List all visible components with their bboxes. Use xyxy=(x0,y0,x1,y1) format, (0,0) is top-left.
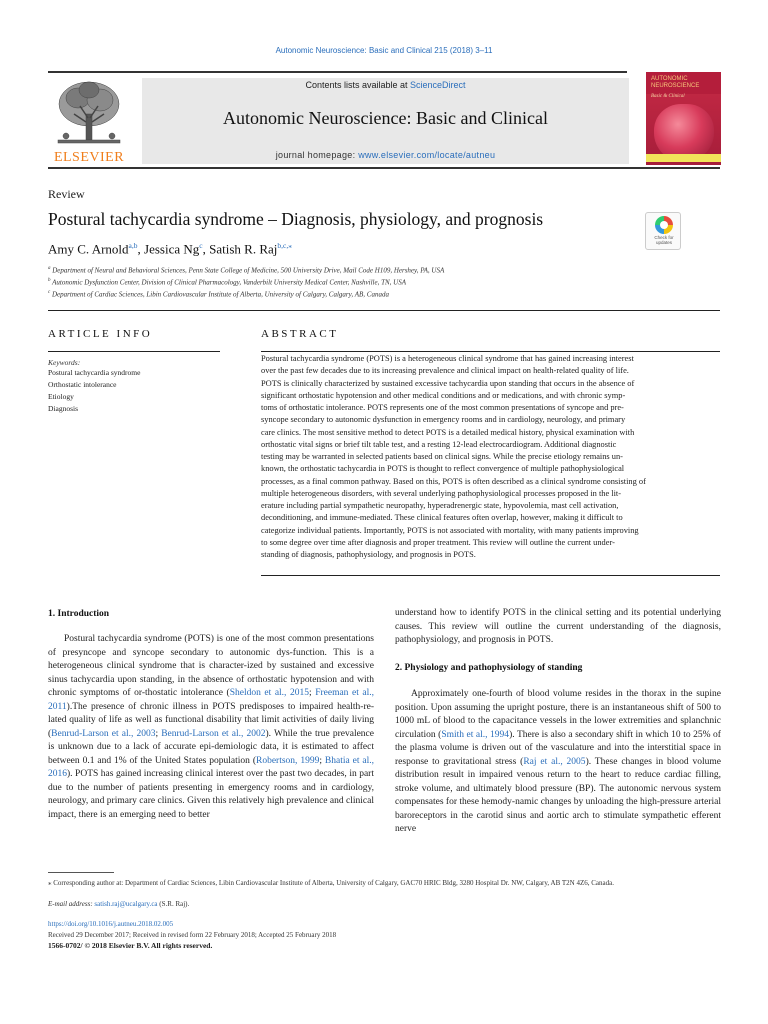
article-history: Received 29 December 2017; Received in revised form 22 February 2018; Accepted 25 February 2018 xyxy=(48,931,337,939)
author-affil-marker[interactable]: c xyxy=(199,241,203,250)
sciencedirect-link[interactable]: ScienceDirect xyxy=(410,80,466,90)
top-rule xyxy=(48,71,627,73)
email-link[interactable]: satish.raj@ucalgary.ca xyxy=(94,900,158,908)
affiliation-text: Department of Cardiac Sciences, Libin Cardiovascular Institute of Alberta, University of Calgary, Calgary, AB, Canada xyxy=(51,290,389,299)
citation-link[interactable]: Benrud-Larson et al., 2003 xyxy=(51,728,156,739)
abstract-line: Postural tachycardia syndrome (POTS) is a heterogeneous clinical syndrome that has gained increasing interest xyxy=(261,354,634,363)
email-label: E-mail address: xyxy=(48,900,95,908)
abstract-heading: ABSTRACT xyxy=(261,328,339,340)
email-note xyxy=(48,899,720,909)
keyword[interactable]: Postural tachycardia syndrome xyxy=(48,368,141,377)
footnote-rule xyxy=(48,872,114,873)
text-run: ).The presence of chronic illness in POTS predisposes to impaired health-re-lated quality of life as well as functional disability that limit activities of daily living ( xyxy=(48,701,374,739)
text-run: ). There is also a secondary shift in which 10 to 25% of the plasma volume is driven out of the vasculature and into the interstitial space in response to gravitational stress ( xyxy=(395,729,721,767)
abstract-text xyxy=(261,353,719,561)
abstract-line: over the past few decades due to its increasing prevalence and clinical impact on health-related quality of life. xyxy=(261,366,629,376)
paragraph-text: understand how to identify POTS in the clinical setting and its potential underlying causes. This review will outline the current understanding of the diagnosis, pathophysiology, and prognosis in POTS. xyxy=(395,608,721,645)
abstract-line: syncope secondary to autonomic dysfunction in emergency rooms and in cardiology, neurology, and primary xyxy=(261,415,626,425)
affiliation-text: Autonomic Dysfunction Center, Division of Clinical Pharmacology, Vanderbilt University Medical Center, Nashville, TN, USA xyxy=(52,278,406,287)
text-run: ; xyxy=(155,728,162,739)
text-run: ). These changes in blood volume distribution result in impaired venous return to the heart to reduce cardiac filling, stroke volume, and ultimately blood pressure (BP). The autonomic nervous system compensates for these hemody-namic changes by unloading the high-pressure arterial baroreceptors in the carotid sinus and aortic arch to stimulate sympathetic efferent nerve xyxy=(395,756,722,834)
abstract-rule xyxy=(261,351,720,352)
journal-citation[interactable]: Autonomic Neuroscience: Basic and Clinical 215 (2018) 3–11 xyxy=(275,46,493,55)
section-heading-physiology: 2. Physiology and pathophysiology of standing xyxy=(395,663,583,673)
citation-link[interactable]: Freeman et al., 2011 xyxy=(48,688,375,712)
homepage-line xyxy=(142,150,629,160)
author-list xyxy=(48,241,292,257)
author-name[interactable]: Satish R. Raj xyxy=(209,241,278,257)
paragraph-text xyxy=(395,688,721,837)
keyword[interactable]: Etiology xyxy=(48,392,74,401)
abstract-line: toms of orthostatic intolerance. POTS represents one of the most common presentations of syncope and pre- xyxy=(261,403,624,412)
abstract-bottom-rule xyxy=(261,575,720,576)
abstract-line: erature including partial sympathetic neuropathy, hyperadrenergic state, hypovolemia, mast cell activation, xyxy=(261,501,619,510)
text-run: ). While the true prevalence is unknown due to a lack of accurate epi-demiologic data, it is estimated to affect between 0.1 and 1% of the United States population ( xyxy=(48,728,374,766)
abstract-line: testing may be warranted in selected patients based on clinical signs. While the precise etiology remains un- xyxy=(261,452,623,461)
abstract-line: orthostatic vital signs or brief tilt table test, and a resting 12-lead electrocardiogram. Additional diagnostic xyxy=(261,439,617,449)
text-run: ; xyxy=(319,755,325,766)
section-heading-introduction: 1. Introduction xyxy=(48,609,110,619)
author-separator: , xyxy=(137,241,145,257)
introduction-paragraph xyxy=(48,633,374,822)
text-run: Postural tachycardia syndrome (POTS) is one of the most common presentations of presyncope and syncope secondary to autonomic dys-function. This is a heterogeneous clinical syndrome that is character-ized by sustained and excessive sinus tachycardia upon standing, in the absence of orthostatic hypotension and with chronic symptoms of or-thostatic intolerance ( xyxy=(48,634,374,698)
cover-title: AUTONOMIC NEUROSCIENCE xyxy=(651,76,700,89)
citation-link[interactable]: Sheldon et al., 2015 xyxy=(229,688,309,698)
masthead-rule xyxy=(48,167,720,169)
abstract-line: processes, as a final common pathway. Based on this, POTS is often described as a clinical syndrome consisting of xyxy=(261,476,646,486)
elsevier-wordmark: ELSEVIER xyxy=(53,150,125,165)
text-run: ). POTS has gained increasing clinical interest over the past two decades, in part due to the number of patients presenting in emergency rooms and in cardiology, neurology, and primary care clinics. Given this relatively high prevalence and clinical impact, there is an emerging need to better xyxy=(48,769,374,820)
check-for-updates-badge[interactable] xyxy=(645,212,681,250)
text-run: ; xyxy=(308,688,316,698)
affiliation-text: Department of Neural and Behavioral Sciences, Penn State College of Medicine, 500 University Drive, Mail Code H109, Hershey, PA, USA xyxy=(52,266,445,275)
homepage-link[interactable]: www.elsevier.com/locate/autneu xyxy=(358,150,496,160)
crossmark-label: Check for updates xyxy=(654,235,674,245)
affiliation xyxy=(48,290,688,298)
abstract-line: care clinics. The most sensitive method to detect POTS is a detailed medical history, physical examination with xyxy=(261,427,635,437)
author-name[interactable]: Jessica Ng xyxy=(144,241,200,257)
affiliation-marker: b xyxy=(48,278,51,283)
cover-subtitle: Basic & Clinical xyxy=(651,94,685,99)
author-affil-marker[interactable]: a,b xyxy=(128,241,138,250)
abstract-line: multiple heterogeneous disorders, with several underlying pathophysiological processes proposed in the lit- xyxy=(261,488,622,498)
affiliation-marker: c xyxy=(48,290,51,295)
citation-link[interactable]: Benrud-Larson et al., 2002 xyxy=(161,728,266,739)
contents-line xyxy=(142,80,629,90)
affiliation-marker: a xyxy=(48,266,51,271)
citation-link[interactable]: Bhatia et al., 2016 xyxy=(48,755,374,779)
cover-footer-band xyxy=(646,154,721,162)
author-name[interactable]: Amy C. Arnold xyxy=(48,241,129,257)
abstract-line: deconditioning, and immune-mediated. These clinical features often overlap, however, making it difficult to xyxy=(261,513,623,523)
paragraph-text xyxy=(48,633,374,822)
corresponding-author-note: ⁎ Corresponding author at: Department of Cardiac Sciences, Libin Cardiovascular Institute of Alberta, University of Calgary, GAC70 HRIC Bldg, 3280 Hospital Dr. NW, Calgary, AB T2N 4Z6, Canada. xyxy=(48,879,614,887)
homepage-prefix: journal homepage: xyxy=(275,150,359,160)
article-title: Postural tachycardia syndrome – Diagnosis, physiology, and prognosis xyxy=(48,209,544,229)
crossmark-icon xyxy=(655,216,673,234)
abstract-line: standing of diagnosis, pathophysiology, and prognosis in POTS. xyxy=(261,550,476,559)
author-separator: , xyxy=(202,241,210,257)
keywords-label: Keywords: xyxy=(48,358,81,367)
keyword[interactable]: Orthostatic intolerance xyxy=(48,380,117,389)
abstract-line: POTS is clinically characterized by sustained excessive tachycardia upon standing that occurs in the absence of xyxy=(261,378,635,388)
physiology-paragraph xyxy=(395,688,721,837)
journal-cover[interactable] xyxy=(646,72,721,165)
abstract-line: to some degree over time after diagnosis and proper treatment. This review will outline the current under- xyxy=(261,537,615,547)
text-run: Approximately one-fourth of blood volume resides in the thorax in the supine position. Upon assuming the upright posture, there is an instantaneous shift of 500 to 1000 mL of blood to the capacitance vessels in the lower extremities and splanchnic circulation ( xyxy=(395,689,721,740)
citation-link[interactable]: Raj et al., 2005 xyxy=(523,756,586,767)
article-info-heading: ARTICLE INFO xyxy=(48,328,153,340)
journal-title: Autonomic Neuroscience: Basic and Clinical xyxy=(223,108,548,128)
abstract-line: known, the orthostatic tachycardia in POTS is thought to reflect convergence of multiple pathophysiological xyxy=(261,464,625,474)
affiliation xyxy=(48,266,688,274)
article-type: Review xyxy=(48,187,85,201)
article-info-rule xyxy=(48,351,220,352)
citation-link[interactable]: Smith et al., 1994 xyxy=(441,729,510,740)
abstract-line: significant orthostatic hypotension and other medical conditions and or medications, and with chronic symp- xyxy=(261,390,626,400)
doi-link[interactable]: https://doi.org/10.1016/j.autneu.2018.02.005 xyxy=(48,920,174,928)
abstract-line: categorize individual patients. Importantly, POTS is not associated with mortality, with many patients improving xyxy=(261,525,639,535)
email-suffix: (S.R. Raj). xyxy=(157,900,190,908)
contents-prefix: Contents lists available at xyxy=(305,80,411,90)
affiliation xyxy=(48,278,688,286)
author-affil-marker[interactable]: b,c,⁎ xyxy=(277,241,292,250)
citation-link[interactable]: Robertson, 1999 xyxy=(256,755,320,766)
header-divider xyxy=(48,310,720,311)
copyright: 1566-0702/ © 2018 Elsevier B.V. All rights reserved. xyxy=(48,941,213,950)
keyword[interactable]: Diagnosis xyxy=(48,404,78,413)
right-column-continuation xyxy=(395,607,721,648)
